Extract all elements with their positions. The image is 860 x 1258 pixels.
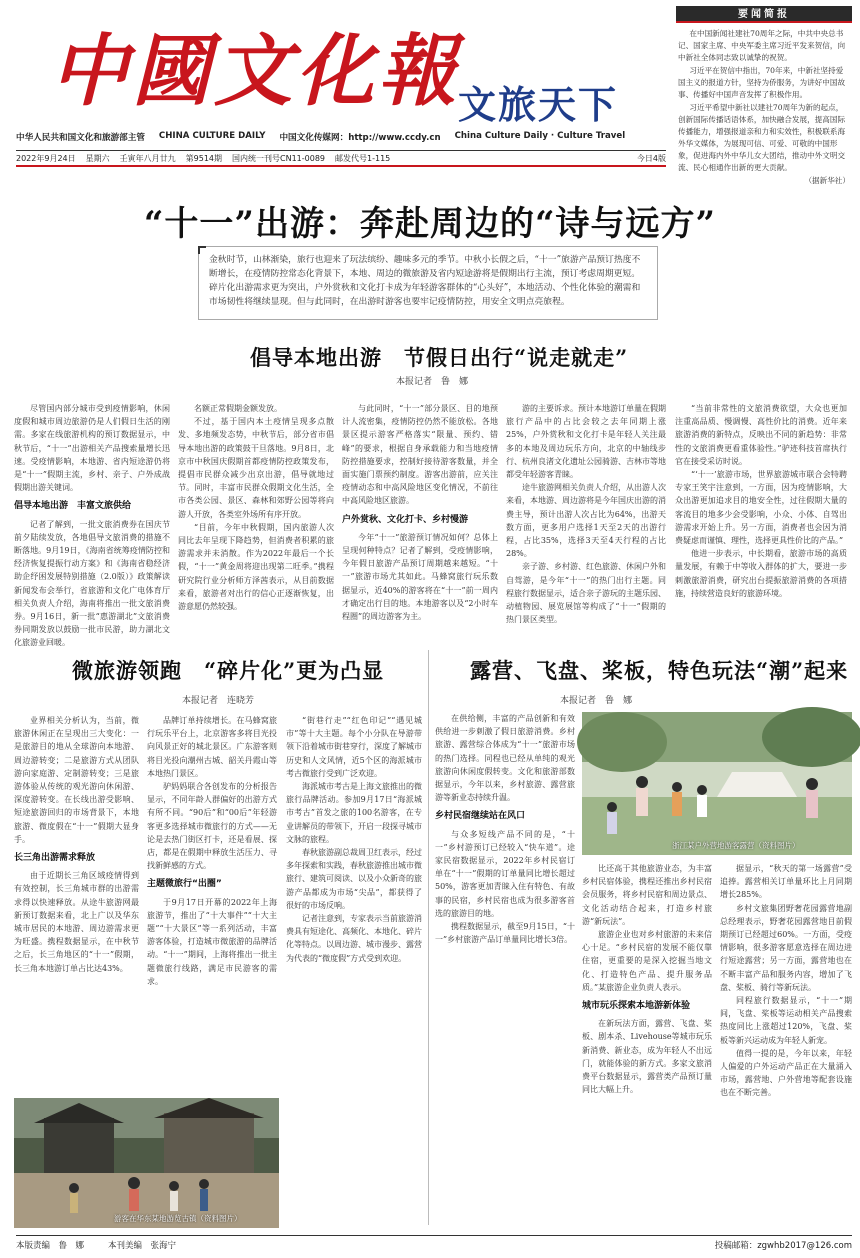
article-paragraph: 记者注意到，专家表示当前旅游消费具有短途化、高频化、本地化、碎片化等特点。以周边游、城市漫步、露营为代表的“微度假”方式受到欢迎。 bbox=[286, 914, 422, 963]
right-photo bbox=[582, 712, 852, 855]
news-brief-source: （据新华社） bbox=[804, 176, 850, 185]
article-paragraph: 游的主要诉求。预计本地游订单量在假期旅行产品中的占比会较之去年同期上涨25%，户外赏秋和文化打卡是年轻人关注最多的本地及周边玩乐方向，北京的中轴线步行、杭州良渚文化遗址公园骑游、吉林市等地都受年轻游客青睐。 bbox=[506, 404, 666, 480]
article-paragraph: 他进一步表示，中长期看，旅游市场的高质量发展，有赖于中等收入群体的扩大，要进一步刺激旅游消费，研究出台提振旅游消费的各项措施，持续营造良好的旅游环境。 bbox=[675, 549, 847, 598]
story1-column-4 bbox=[506, 402, 666, 634]
story2-column-3 bbox=[286, 714, 422, 1224]
story2-byline: 本报记者 连晓芳 bbox=[182, 696, 255, 706]
article-paragraph: 值得一提的是，今年以来，年轻人偏爱的户外运动产品正在大量涌入市场，露营地、户外营地等配套设施也在不断完善。 bbox=[720, 1048, 852, 1098]
story3-byline: 本报记者 鲁 娜 bbox=[560, 696, 633, 706]
article-paragraph: 在新玩法方面，露营、飞盘、桨板、剧本杀、Livehouse等城市玩乐新消费、新业态，成为年轻人不出远门，就能体验的新方式。多家文旅消费平台数据显示，露营类产品预订量同比大幅上升。 bbox=[582, 1019, 712, 1095]
footer-designer: 本刊美编 张海宁 bbox=[108, 1240, 177, 1251]
article-paragraph: 今年“十一”旅游预订情况如何？总体上呈现何种特点？记者了解到，受疫情影响，今年假日旅游产品预订周期越来越短。“十一”旅游市场尤其如此。马蜂窝旅行玩乐数据显示，近40%的游客将在“十一”前一周内才确定出行目的地。本地游客以及“2小时车程圈”的周边游客为主。 bbox=[342, 532, 498, 622]
story1-column-2 bbox=[178, 402, 334, 634]
masthead-sub-logo: 文旅天下 bbox=[458, 83, 619, 127]
article-paragraph: 于9月17日开幕的2022年上海旅游节，推出了“十大事件”“十大主题”“十大景区”等一系列活动，丰富游客体验，打造城市微旅游的品牌活动。“十一”期间，上海将推出一批主题微旅行线路，满足市民游客的需求。 bbox=[147, 897, 277, 986]
article-paragraph: “‘十一’旅游市场，世界旅游城市联合会特聘专家王笑宇注意到，一方面，因为疫情影响，大众出游更加追求目的地安全性，过往假期大量的客流目的地多少会受影响，小众、小体、自驾出游需求开始上升。另一方面，消费者也会因为消费疑虑而谨慎、理性，选择更具性价比的产品。” bbox=[675, 470, 847, 546]
dateline-postal-code: 邮发代号1-115 bbox=[335, 153, 391, 163]
article-paragraph: 由于近期长三角区域疫情得到有效控制，长三角城市群的出游需求得以快速释放。从途牛旅游网最新预订数据来看，北上广以及华东城市居民的本地游、周边游需求更为旺盛。携程数据显示，在中秋节之后，长三角地区的“十一”假期，长三角本地游订单占比达43%。 bbox=[14, 871, 139, 973]
article-paragraph: 乡村文旅集团野奢花园露营地副总经理表示，野奢花园露营地目前假期预订已经超过60%。一方面，受疫情影响，很多游客愿意选择在周边进行短途露营；另一方面，露营地也在不断丰富产品和服务内容，增加了飞盘、桨板、骑行等新玩法。 bbox=[720, 903, 852, 992]
dateline-weekday: 星期六 bbox=[85, 153, 110, 163]
story1-column-5 bbox=[675, 402, 847, 634]
article-paragraph: 驴妈妈联合各创发布的分析报告显示，不同年龄人群偏好的出游方式有所不同。“90后”和“00后”年轻游客更多选择城市微旅行的方式——无论是去热门街区打卡，还是看展、探店，都是在假期中释放生活压力、寻找新鲜感的方式。 bbox=[147, 782, 277, 871]
article-paragraph: “街巷行走”“红色印记”“遇见城市”等十大主题。每个小分队在导游带领下沿着城市街巷穿行，深度了解城市历史和人文风情，近5个区的海派城市考古微旅行受到广泛欢迎。 bbox=[286, 716, 422, 778]
story3-column-1 bbox=[435, 712, 575, 1224]
dateline-date: 2022年9月24日 bbox=[16, 153, 76, 163]
dateline-cn-number: 国内统一刊号CN11-0089 bbox=[232, 153, 325, 163]
section-subheading: 乡村民宿继续站在风口 bbox=[435, 811, 526, 822]
info-section: China Culture Daily · Culture Travel bbox=[454, 131, 626, 141]
article-paragraph: 名额正常假期金额发放。 bbox=[194, 404, 282, 413]
news-brief-paragraph: 习近平在贺信中指出，70年来，中新社坚持爱国主义的报道方针，坚持为侨服务，为讲好中国故事、传播好中国声音发挥了积极作用。 bbox=[678, 66, 846, 99]
right-photo-caption: 浙江某户外营地游客露营（资料图片） bbox=[672, 841, 800, 850]
page-footer bbox=[16, 1235, 852, 1253]
article-paragraph: 尽管国内部分城市受到疫情影响，休闲度假和城市周边旅游仍是人们假日生活的刚需。多家在线旅游机构的预订数据显示，中秋节后，“十一”出游相关产品搜索量增长迅速。受疫情影响，本地游、省内短途游仍将是“十一”假期主流，乡村、亲子、户外成战假期出游关键词。 bbox=[14, 404, 170, 493]
article-paragraph: 与众多短线产品不同的是，“十一”乡村游预订已经较入“快车道”。途家民宿数据显示，2022年乡村民宿订单在“十一”假期的订单量同比增长超过50%，游客更加青睐入住有特色、有故事的民宿，乡村民宿也成为很多游客首选的旅游目的地。 bbox=[435, 829, 575, 918]
lead-summary: 金秋时节，山林渐染，旅行也迎来了玩法缤纷、趣味多元的季节。中秋小长假之后，“十一”旅游产品预订热度不断增长，在疫情防控常态化背景下，本地、周边的微旅游及省内短途游将是假期出行主流，预订考虑周期更短。碎片化出游需求更为突出，户外赏秋和文化打卡成为年轻游客群体的“心头好”，本地活动、个性化体验的潮需和市场韧性将继续显现。但与此同时，在出游时游客也要牢记疫情防控，用安全文明点亮旅程。 bbox=[198, 246, 658, 320]
story1-byline: 本报记者 鲁 娜 bbox=[396, 377, 469, 387]
masthead-logo: 中國文化報 bbox=[50, 26, 461, 117]
article-paragraph: 旅游企业也对乡村旅游的未来信心十足。“乡村民宿的发展不能仅靠住宿，更重要的是深入挖掘当地文化、打造特色产品、提升服务品质。”某旅游企业负责人表示。 bbox=[582, 930, 712, 992]
article-paragraph: 业界相关分析认为，当前，微旅游休闲正在呈现出三大变化：一是旅游目的地从全球游向本地游、周边游转变；二是旅游方式从团队游向家庭游、定制游转变；三是旅游体验从传统的观光游向休闲游、深度游转变。在长线出游受影响、短途旅游回归的市场背景下，本地旅游、微度假在“十一”假期大显身手。 bbox=[14, 716, 139, 844]
article-paragraph: “目前，今年中秋假期，国内旅游人次同比去年呈现下降趋势，但消费者积累的旅游需求并未消散。作为2022年最后一个长假，“十一”黄金周将迎出现第二旺季。”携程研究院行业分析师方泽茜表示，从目前数据来看，旅游者对出行的信心正逐渐恢复，出游意愿仍然较强。 bbox=[178, 522, 334, 612]
info-website[interactable]: 中国文化传媒网：http://www.ccdy.cn bbox=[279, 133, 441, 143]
article-paragraph: 品牌订单持续增长。在马蜂窝旅行玩乐平台上，北京游客多将目光投向风景正好的城北景区。广东游客则将目光投向潮州古城、韶关丹霞山等本地热门景区。 bbox=[147, 716, 277, 778]
article-paragraph: 记者了解到，一批文旅消费券在国庆节前夕陆续发放，各地倡导文旅消费的措施不断落地。9月19日，《海南省统筹疫情防控和经济恢复提振行动方案》和《海南省稳经济助企纾困发展特别措施（2.0版）》政策解读新闻发布会举行，省旅游和文化广电体育厅相关负责人介绍，海南将推出一批文旅消费券。9月16日，新一批“惠游湖北”文旅消费券同期发放以鼓励一批市民游，助力湖北文化旅游业回暖。 bbox=[14, 519, 170, 648]
news-brief-title: 要闻简报 bbox=[676, 6, 852, 23]
info-english-name: CHINA CULTURE DAILY bbox=[158, 131, 266, 141]
news-brief-paragraph: 习近平希望中新社以建社70周年为新的起点，创新国际传播话语体系，加快融合发展，提高国际传播能力，增强报道亲和力和实效性，积极联系海外华文媒体，为展现可信、可爱、可敬的中国形象，促进海内外中华儿女大团结，推动中外文明交流、民心相通作出新的更大贡献。 bbox=[678, 103, 846, 172]
left-photo bbox=[14, 1098, 279, 1228]
news-brief-body bbox=[676, 23, 852, 193]
story3-column-3 bbox=[720, 862, 852, 1224]
lead-headline: “十一”出游：奔赴周边的“诗与远方” bbox=[143, 204, 717, 244]
info-publisher: 中华人民共和国文化和旅游部主管 bbox=[16, 133, 145, 143]
footer-editor: 本版责编 鲁 娜 bbox=[16, 1240, 85, 1251]
article-paragraph: 春秋旅游副总裁周卫红表示，经过多年探索和实践，春秋旅游推出城市微旅行、建筑可阅读、以及小众新奇的旅游产品都成为市场“尖品”，都获得了很好的市场反响。 bbox=[286, 848, 422, 910]
article-paragraph: 同程旅行数据显示，“十一”期间，飞盘、桨板等运动相关产品搜索热度同比上涨超过120%，飞盘、桨板等新兴运动成为年轻人新宠。 bbox=[720, 996, 852, 1045]
article-paragraph: 与此同时，“十一”部分景区、目的地预计人流密集，疫情防控仍然不能放松。各地景区提示游客严格落实“限量、预约、错峰”的要求，根据自身承载能力和当地疫情防控措施要求，控制好接待游客数量，并全面实施门票预约制度。游客出游前，应关注疫情动态和中高风险地区变化情况，不前往中高风险地区旅游。 bbox=[342, 404, 498, 506]
dateline-lunar: 壬寅年八月廿九 bbox=[119, 153, 176, 163]
article-paragraph: 海派城市考古是上海文旅推出的微旅行品牌活动。参加9月17日“海派城市考古”首发之旅的100名游客，在专业讲解员的带领下，开启一段探寻城市文脉的旅程。 bbox=[286, 782, 422, 844]
article-paragraph: 途牛旅游网相关负责人介绍，从出游人次来看，本地游、周边游将是今年国庆出游的消费主导，预计出游人次占比为64%，出游天数方面，更多用户选择1天至2天的出游行程，占比35%，选择3天至4天行程的占比28%。 bbox=[506, 483, 666, 559]
story1-headline: 倡导本地出游 节假日出行“说走就走” bbox=[250, 345, 629, 370]
article-paragraph: “当前非常性的文旅消费欲望，大众也更加注重高品质、慢调慢、高性价比的消费。近年来旅游消费的新特点，反映出不同的新趋势：非常性的文旅消费更看重体验性。”驴迹科技首席执行官在接受采访时说。 bbox=[675, 404, 847, 466]
section-subheading: 户外赏秋、文化打卡、乡村慢游 bbox=[342, 514, 469, 525]
camping-photo bbox=[582, 712, 852, 855]
masthead-info-line bbox=[16, 131, 666, 143]
story3-headline: 露营、飞盘、桨板，特色玩法“潮”起来 bbox=[470, 658, 849, 683]
dateline bbox=[16, 150, 666, 167]
ancient-town-photo bbox=[14, 1098, 279, 1228]
story1-column-3 bbox=[342, 402, 498, 634]
article-paragraph: 比还高于其他旅游业态，为丰富乡村民宿体验，携程还推出乡村民宿会员服务，将乡村民宿和周边景点、文化活动结合起来，打造乡村旅游“新玩法”。 bbox=[582, 864, 712, 926]
article-paragraph: 据显示，“秋天的第一场露营”受追捧。露营相关订单量环比上月同期增长285%。 bbox=[720, 864, 852, 900]
section-subheading: 长三角出游需求释放 bbox=[14, 853, 96, 864]
article-paragraph: 不过，基于国内本土疫情呈现多点散发、多地频发态势，中秋节后，部分省市倡导本地出游的政策鼓干旦落地。9月8日，北京市中秋国庆假期首都疫情防控政策发布，提倡市民群众减少出京出游，倡导就地过节。同时，丰富市民群众假期文化生活，全市各类公园、景区、森林和郊野公园等将向游人开放，各类室外场所有序开放。 bbox=[178, 417, 334, 519]
story1-column-1 bbox=[14, 402, 170, 648]
article-paragraph: 携程数据显示，截至9月15日，“十一”乡村旅游产品订单量同比增长3倍。 bbox=[435, 922, 575, 945]
story2-column-1 bbox=[14, 714, 139, 973]
article-paragraph: 在供给侧，丰富的产品创新和有效供给进一步刺激了假日旅游消费。乡村旅游、露营综合体成为“十一”旅游市场的热门选择。同程也已经从单纯的观光旅游向休闲度假转变。文化和旅游部数据显示，今年以来，乡村旅游、露营旅游等新业态持续升温。 bbox=[435, 714, 575, 803]
dateline-issue: 第9514期 bbox=[185, 153, 222, 163]
left-photo-caption: 游客在华东某地游览古镇（资料图片） bbox=[114, 1214, 242, 1223]
story2-headline: 微旅游领跑 “碎片化”更为凸显 bbox=[72, 658, 385, 683]
story2-column-2 bbox=[147, 714, 277, 1094]
dateline-pages: 今日4版 bbox=[636, 153, 666, 163]
news-brief-paragraph: 在中国新闻社建社70周年之际，中共中央总书记、国家主席、中央军委主席习近平发来贺信，向中新社全体同志致以诚挚的祝贺。 bbox=[678, 29, 846, 62]
footer-email[interactable]: 投稿邮箱：zgwhb2017@126.com bbox=[714, 1240, 852, 1251]
section-subheading: 主题微旅行“出圈” bbox=[147, 879, 222, 890]
section-subheading: 城市玩乐探索本地游新体验 bbox=[582, 1001, 691, 1012]
story3-column-2 bbox=[582, 862, 712, 1224]
news-brief-box bbox=[676, 6, 852, 185]
section-subheading: 倡导本地出游 丰富文旅供给 bbox=[14, 501, 132, 512]
column-divider bbox=[428, 650, 429, 1225]
article-paragraph: 亲子游、乡村游、红色旅游、休闲户外和自驾游，是今年“十一”的热门出行主题。同程旅行数据显示，适合亲子游玩的主题乐园、动植物园、展览展馆等构成了“十一”假期的热门景区类型。 bbox=[506, 562, 666, 625]
